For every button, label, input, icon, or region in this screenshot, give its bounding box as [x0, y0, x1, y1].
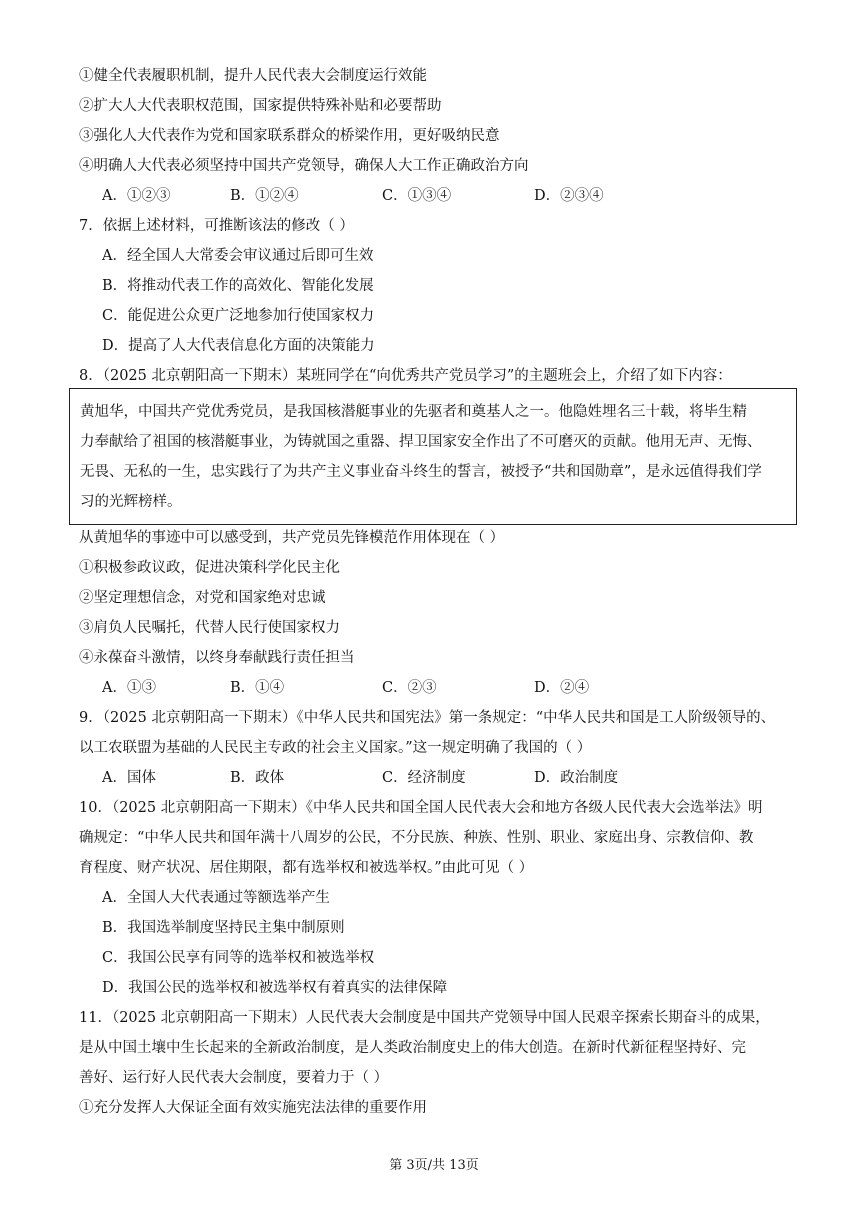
q10-option-a[interactable]: A．全国人大代表通过等额选举产生 — [102, 890, 330, 906]
q11-stem-line-3: 善好、运行好人民代表大会制度，要着力于（ ） — [79, 1070, 389, 1086]
q6-option-b[interactable]: B．①②④ — [230, 188, 299, 204]
q8-material-line: 无畏、无私的一生，忠实践行了为共产主义事业奋斗终生的誓言，被授予“共和国勋章”，是永远值得我们学 — [80, 464, 762, 480]
page-number: 第 3页/共 13页 — [389, 1158, 479, 1173]
q10-option-d[interactable]: D．我国公民的选举权和被选举权有着真实的法律保障 — [102, 980, 448, 996]
q8-question: 从黄旭华的事迹中可以感受到，共产党员先锋模范作用体现在（ ） — [79, 530, 505, 546]
q10-option-c[interactable]: C．我国公民享有同等的选举权和被选举权 — [102, 950, 375, 966]
q11-stem-line-2: 是从中国土壤中生长起来的全新政治制度，是人类政治制度史上的伟大创造。在新时代新征程坚持好、完 — [79, 1040, 746, 1056]
q6-item-2: ②扩大人大代表职权范围，国家提供特殊补贴和必要帮助 — [79, 98, 442, 114]
q6-option-c[interactable]: C．①③④ — [382, 188, 452, 204]
q8-option-c[interactable]: C．②③ — [382, 680, 437, 696]
q9-stem-line-1: 9．（2025 北京朝阳高一下期末）《中华人民共和国宪法》第一条规定：“中华人民共和国是工人阶级领导的、 — [79, 710, 776, 726]
q7-option-b[interactable]: B．将推动代表工作的高效化、智能化发展 — [102, 278, 374, 294]
q6-option-d[interactable]: D．②③④ — [534, 188, 604, 204]
q7-stem: 7．依据上述材料，可推断该法的修改（ ） — [79, 218, 354, 234]
q8-item-4: ④永葆奋斗激情，以终身奉献践行责任担当 — [79, 650, 355, 666]
q10-stem-line-2: 确规定：“中华人民共和国年满十八周岁的公民，不分民族、种族、性别、职业、家庭出身、宗教信仰、教 — [79, 830, 754, 846]
q7-option-d[interactable]: D．提高了人大代表信息化方面的决策能力 — [102, 338, 375, 354]
q11-item-1: ①充分发挥人大保证全面有效实施宪法法律的重要作用 — [79, 1100, 427, 1116]
q8-item-1: ①积极参政议政，促进决策科学化民主化 — [79, 560, 340, 576]
q9-options — [102, 768, 828, 788]
q8-item-2: ②坚定理想信念，对党和国家绝对忠诚 — [79, 590, 326, 606]
q7-option-c[interactable]: C．能促进公众更广泛地参加行使国家权力 — [102, 308, 375, 324]
q6-option-a[interactable]: A．①②③ — [102, 188, 171, 204]
q8-options — [102, 678, 828, 698]
q6-item-3: ③强化人大代表作为党和国家联系群众的桥梁作用，更好吸纳民意 — [79, 128, 500, 144]
q6-item-1: ①健全代表履职机制，提升人民代表大会制度运行效能 — [79, 68, 427, 84]
q8-option-b[interactable]: B．①④ — [230, 680, 285, 696]
q11-stem-line-1: 11．（2025 北京朝阳高一下期末）人民代表大会制度是中国共产党领导中国人民艰辛探索长期奋斗的成果， — [79, 1010, 770, 1026]
q10-option-b[interactable]: B．我国选举制度坚持民主集中制原则 — [102, 920, 345, 936]
q8-material-line: 力奉献给了祖国的核潜艇事业，为铸就国之重器、捍卫国家安全作出了不可磨灭的贡献。他用无声、无悔、 — [80, 434, 762, 450]
q9-option-b[interactable]: B．政体 — [230, 770, 285, 786]
q8-option-a[interactable]: A．①③ — [102, 680, 156, 696]
q8-material-line: 黄旭华，中国共产党优秀党员，是我国核潜艇事业的先驱者和奠基人之一。他隐姓埋名三十载，将毕生精 — [80, 404, 747, 420]
q9-option-d[interactable]: D．政治制度 — [534, 770, 619, 786]
q10-stem-line-1: 10．（2025 北京朝阳高一下期末）《中华人民共和国全国人民代表大会和地方各级人民代表大会选举法》明 — [79, 800, 763, 816]
q9-option-c[interactable]: C．经济制度 — [382, 770, 466, 786]
q9-option-a[interactable]: A．国体 — [102, 770, 156, 786]
q10-stem-line-3: 育程度、财产状况、居住期限，都有选举权和被选举权。”由此可见（ ） — [79, 860, 534, 876]
q8-item-3: ③肩负人民嘱托，代替人民行使国家权力 — [79, 620, 340, 636]
q6-item-4: ④明确人大代表必须坚持中国共产党领导，确保人大工作正确政治方向 — [79, 158, 529, 174]
q8-material-line: 习的光辉榜样。 — [80, 494, 182, 510]
q9-stem-line-2: 以工农联盟为基础的人民民主专政的社会主义国家。”这一规定明确了我国的（ ） — [79, 740, 592, 756]
q8-option-d[interactable]: D．②④ — [534, 680, 590, 696]
q8-stem: 8．（2025 北京朝阳高一下期末）某班同学在“向优秀共产党员学习”的主题班会上，介绍了如下内容： — [79, 368, 732, 384]
q6-options — [102, 186, 828, 206]
q7-option-a[interactable]: A．经全国人大常委会审议通过后即可生效 — [102, 248, 374, 264]
q8-material-box — [69, 388, 797, 525]
